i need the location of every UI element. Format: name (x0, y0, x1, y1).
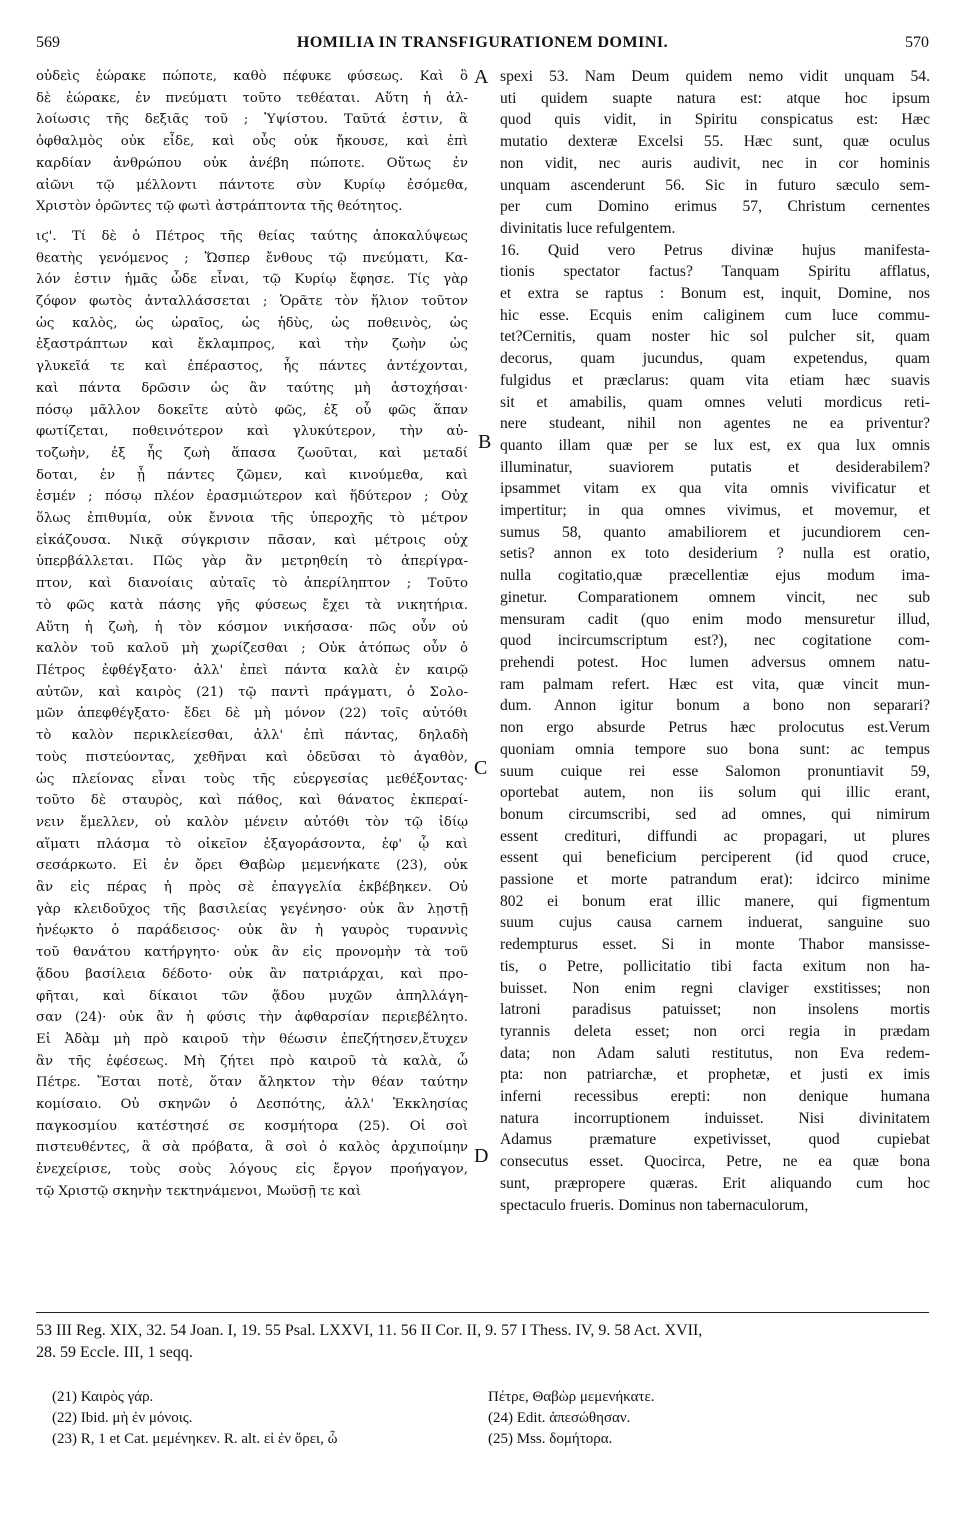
latin-text-line: inferni recessibus erepti: non denique humana (500, 1088, 930, 1106)
greek-text-line: ὡς καλὸς, ὡς ὡραῖος, ὡς ἡδὺς, ὡς ποθεινὸς, ὡς (36, 315, 468, 331)
latin-text-line: nulla cogitatio,quæ præcellentiæ ejus modum ima- (500, 567, 930, 585)
greek-text-line: Πέτρε. Ἔσται ποτὲ, ὅταν ἄληκτον τὴν θέαν ταύτην (36, 1075, 468, 1091)
latin-text-line: mensuram cadit (quo enim modo mensuretur illud, (500, 610, 930, 628)
greek-text-line: παγκοσμίου κατέστησέ σε κοσμήτορα (25). Οἱ σοὶ (36, 1118, 468, 1134)
page-number-right: 570 (905, 34, 929, 51)
latin-text-line: suum cujus causa carnem induerat, sanguine suo (500, 914, 930, 932)
greek-text-line: γὰρ κλειδοῦχος τῆς βασιλείας γεγένησο· οὐκ ἂν λῃστῇ (36, 901, 468, 917)
greek-text-line (36, 218, 468, 226)
greek-text-line: ἂν τῆς ἐφέσεως. Μὴ ζήτει πρὸ καιροῦ τὰ καλὰ, ὦ (36, 1053, 468, 1069)
greek-text-line: τὸ φῶς κατὰ πάσης γῆς φύσεως ἔχει τὰ νικητήρια. (36, 597, 468, 613)
greek-text-line: δοται, ἐν ᾗ πάντες ζῶμεν, καὶ κινούμεθα, καὶ (36, 467, 468, 483)
footnote-divider (36, 1312, 929, 1313)
latin-text-line: prehendi potest. Hoc lumen adversus omnem natu- (500, 653, 930, 671)
latin-text-line: setis? annon ex toto desiderium ? nulla est oratio, (500, 545, 930, 563)
variant-notes-left (52, 1387, 472, 1450)
latin-text-line: oportebat autem, non iis solum qui illic erant, (500, 784, 930, 802)
greek-text-line: καλὸν τοῦ καλοῦ μὴ χωρίζεσθαι ; Οὐκ ἀτόπως οὖν ὁ (36, 641, 468, 657)
latin-text-line: quod quis vidit, in Spiritu conspicatus est: Hæc (500, 111, 930, 129)
latin-text-line: dum. Annon igitur bonum a bono non separari? (500, 697, 930, 715)
scripture-footnotes (36, 1320, 929, 1364)
greek-text-line: Χριστὸν ὁρῶντες τῷ φωτὶ ἀστράπτοντα τῆς θεότητος. (36, 199, 403, 215)
latin-text-line: 16. Quid vero Petrus divinæ hujus manifesta- (500, 241, 930, 259)
latin-text-line: essent credituri, diffundi ac propagari, ut plures (500, 827, 930, 845)
greek-text-line: ἐξαστράπτων καὶ ἔκλαμπρος, καὶ τὴν ζωὴν ὡς (36, 337, 468, 353)
greek-text-line: καρδίαν ἀνθρώπου οὐκ ἀνέβη πώποτε. Οὕτως ἐν (36, 155, 468, 171)
latin-text-line: decorus, quam jucundus, quam expetendus, quam (500, 350, 930, 368)
margin-marker-a: A (474, 66, 489, 88)
latin-column (500, 66, 930, 1216)
latin-text-line: Adamus præmature expetivisset, quod cupiebat (500, 1131, 930, 1149)
greek-text-line: τὸ καλὸν περικλείεσθαι, ἀλλ' ἐπὶ πάντας, δηλαδὴ (36, 728, 468, 744)
variant-note: (23) R, 1 et Cat. μεμένηκεν. R. alt. εἰ ἐν ὄρει, ὦ (52, 1431, 338, 1447)
greek-text-line: ὑπερβάλλεται. Πῶς γὰρ ἂν μετρηθείη τὸ ἀπερίγρα- (36, 554, 468, 570)
greek-text-line: τοῦτο δὲ σταυρὸς, καὶ πάθος, καὶ θάνατος ἐκπεραί- (36, 793, 468, 809)
greek-text-line: τοζωὴν, ἐξ ἧς ζωὴ ἅπασα ζωοῦται, καὶ μεταδί (36, 445, 468, 461)
greek-text-line: ιϛ'. Τί δὲ ὁ Πέτρος τῆς θείας ταύτης ἀποκαλύψεως (36, 228, 468, 244)
latin-text-line: sit et amabilis, quam omnes veluti mordicus reti- (500, 393, 930, 411)
latin-text-line: tionis spectator factus? Tanquam Spiritu afflatus, (500, 263, 930, 281)
latin-text-line: uti quidem suapte natura est: atque hoc ipsum (500, 89, 930, 107)
margin-marker-b: B (478, 431, 492, 453)
greek-text-line: ζόφον φωτὸς ἀνταλλάσσεται ; Ὁρᾶτε τὸν ἥλιον τοῦτον (36, 294, 468, 310)
greek-text-line: σαν (24)· οὐκ ἂν ἡ φύσις τὴν ἀφθαρσίαν περιεβέλητο. (36, 1010, 468, 1026)
greek-text-line: πόσῳ μᾶλλον δοκεῖτε αὐτὸ φῶς, ἐξ οὗ φῶς ἅπαν (36, 402, 468, 418)
latin-text-line: pta: non patriarchæ, et prophetæ, et justi ex imis (500, 1066, 930, 1084)
greek-text-line: ᾅδου βασίλεια δέδοτο· οὐκ ἂν πατριάρχαι, καὶ προ- (36, 966, 468, 982)
margin-marker-d: D (474, 1145, 489, 1167)
greek-text-line: Πέτρος ἐφθέγξατο· ἀλλ' ἐπεὶ πάντα καλὰ ἐν καιρῷ (36, 662, 468, 678)
latin-text-line: redempturus esset. Si in monte Thabor mansisse- (500, 936, 930, 954)
greek-text-line: ἐσμέν ; πόσῳ πλέον ἐρασμιώτερον καὶ ἥδύτερον ; Οὐχ (36, 489, 468, 505)
latin-text-line: fulgidus et præclarus: quam vita etiam hæc suavis (500, 371, 930, 389)
greek-text-line: φωτίζεται, ποθεινότερον καὶ γλυκύτερον, τὴν αὐ- (36, 424, 468, 440)
greek-text-line: σεσάρκωτο. Εἰ ἐν ὄρει Θαβὼρ μεμενήκατε (23), οὐκ (36, 858, 468, 874)
latin-text-line: quod incircumscriptum est?), nec cogitatione com- (500, 632, 930, 650)
greek-text-line: κομίσαιο. Οὐ σκηνῶν ὁ Δεσπότης, ἀλλ' Ἐκκλησίας (36, 1097, 468, 1113)
latin-text-line: non ergo absurde Petrus hæc prolocutus est.Verum (500, 719, 930, 737)
greek-text-line: νειν ἔμελλεν, οὐ καλὸν μένειν αὐτόθι τὸν τῷ ἰδίῳ (36, 814, 468, 830)
latin-text-line: illuminatur, suaviorem putatis et desiderabilem? (500, 458, 930, 476)
variant-notes-right (488, 1387, 908, 1450)
greek-text-line: καὶ πάντα δρῶσιν ὡς ἂν ταύτης μὴ ἀστοχήσαι· (36, 380, 468, 396)
latin-text-line: suum cuique rei esse Salomon pronuntiavit 59, (500, 762, 930, 780)
latin-text-line: per cum Domino erimus 57, Christum cernentes (500, 198, 930, 216)
latin-text-line: sunt, præpropere quæras. Erit aliquando cum hoc (500, 1174, 930, 1192)
running-title: HOMILIA IN TRANSFIGURATIONEM DOMINI. (296, 34, 669, 51)
latin-text-line: ipsammet vitam ex qua vita omnis vivificatur et (500, 480, 930, 498)
greek-text-line: πτον, καὶ διανοίαις αὐταῖς τὸ ἀπερίληπτον ; Τοῦτο (36, 576, 468, 592)
greek-text-line: πιστευθέντες, ἃ σὰ πρόβατα, ἃ σοὶ ὁ καλὸς ἀρχιποίμην (36, 1140, 468, 1156)
variant-note: Πέτρε, Θαβὼρ μεμενήκατε. (488, 1389, 655, 1405)
greek-text-line: αὐτῶν, καὶ καιρὸς (21) τῷ παντὶ πράγματι, ὁ Σολο- (36, 684, 468, 700)
latin-text-line: tis, o Petre, pollicitatio tibi facta exitum non ha- (500, 957, 930, 975)
greek-text-line: φῆται, καὶ δίκαιοι τῶν ᾅδου μυχῶν ἀπηλλάγη- (36, 988, 468, 1004)
latin-text-line: tet?Cernitis, quam noster hic sol pulcher sit, quam (500, 328, 930, 346)
margin-marker-c: C (474, 757, 488, 779)
latin-text-line: consecutus esset. Quocirca, Petre, ne ea quæ bona (500, 1153, 930, 1171)
greek-text-line: λοίωσις τῆς δεξιᾶς τοῦ ; Ὑψίστου. Ταῦτά ἐστιν, ἃ (36, 112, 468, 128)
latin-text-line: non vidit, nec auris audivit, nec in cor hominis (500, 154, 930, 172)
latin-text-line: unquam ascenderunt 56. Sic in futuro sæculo sem- (500, 176, 930, 194)
greek-text-line: ἂν εἰς πέρας ἡ πρὸς σὲ ἐπαγγελία ἐκβέβηκεν. Οὐ (36, 880, 468, 896)
greek-text-line: τοὺς πιστεύοντας, χεθῆναι καὶ ὁδεῦσαι τὸ ἀγαθὸν, (36, 749, 468, 765)
footnote-line-2: 28. 59 Eccle. III, 1 seqq. (36, 1344, 193, 1361)
latin-text-line: impertitur; in qua omnes vivimus, et movemur, et (500, 502, 930, 520)
greek-text-line: οὐδεὶς ἑώρακε πώποτε, καθὸ πέφυκε φύσεως. Καὶ ὃ (36, 69, 468, 84)
latin-text-line: 802 ei bonum erat illic manere, qui figmentum (500, 892, 930, 910)
greek-text-line: τῷ Χριστῷ σκηνὴν τεκτηνάμενοι, Μωϋσῇ τε καὶ (36, 1183, 362, 1199)
greek-text-line: αἰῶνι τῷ μέλλοντι πάντοτε σὺν Κυρίῳ ἐσόμεθα, (36, 177, 468, 193)
latin-text-line: sumus 58, quanto amabiliorem et jucundiorem cen- (500, 523, 930, 541)
latin-text-line: essent qui beneficium perciperent (id quod cruce, (500, 849, 930, 867)
latin-text-line: data; non Adam saluti restitutus, non Eva redem- (500, 1044, 930, 1062)
greek-text-line: εἰκάζουσα. Νικᾷ σύγκρισιν πᾶσαν, καὶ μέτροις οὐχ (36, 532, 468, 548)
latin-text-line: buisset. Non enim regni claviger exstitisses; non (500, 979, 930, 997)
greek-text-line: ὅλως ἐπιθυμία, οὐκ ἔννοια τῆς ὑπεροχῆς τὸ μέτρον (36, 511, 468, 527)
latin-text-line: nere studeant, nihil non agentes ne ea priventur? (500, 415, 930, 433)
greek-text-line: γλυκεῖά τε καὶ ἐπέραστος, ἧς πάντες ἀντέχονται, (36, 359, 468, 375)
latin-text-line: quoniam omnia tempore suo bona sunt: ac tempus (500, 740, 930, 758)
latin-text-line: bonum circumscribi, sed ad omnes, qui nimirum (500, 805, 930, 823)
greek-text-line: αἵματι πλάσμα τὸ οἰκεῖον ἐξαγοράσοντα, ἐφ' ᾧ καὶ (36, 836, 468, 852)
latin-text-line: spexi 53. Nam Deum quidem nemo vidit unquam 54. (500, 68, 930, 85)
page-header (36, 34, 929, 58)
latin-text-line: quanto illam quæ per se lux est, ex qua lux omnis (500, 436, 930, 454)
greek-text-line: τοῦ θανάτου κατήργητο· οὐκ ἂν εἰς προνομὴν τὰ τοῦ (36, 945, 468, 961)
greek-text-line: μῶν ἀπεφθέγξατο· ἔδει δὲ μὴ μόνον (22) τοῖς αὐτόθι (36, 706, 468, 722)
greek-text-line: ἠνέῳκτο ὁ παράδεισος· οὐκ ἂν ἡ γαυρὸς τυραννὶς (36, 923, 468, 939)
latin-text-line: tyrannis deleta esset; non orci regia in prædam (500, 1022, 930, 1040)
variant-note: (24) Edit. ἀπεσώθησαν. (488, 1410, 631, 1426)
latin-text-line: divinitatis luce refulgentem. (500, 219, 676, 237)
latin-text-line: natura incorruptionem induisset. Nisi divinitatem (500, 1109, 930, 1127)
footnote-line-1: 53 III Reg. XIX, 32. 54 Joan. I, 19. 55 Psal. LXXVI, 11. 56 II Cor. II, 9. 57 I Thess. IV, 9. 58 Act. XVII, (36, 1322, 703, 1339)
latin-text-line: latroni paradisus patuisset; non insolens mortis (500, 1001, 930, 1019)
greek-text-line: ἐνεχείρισε, τοὺς σοὺς λόγους εἰς ἔργον προήγαγον, (36, 1162, 468, 1178)
greek-text-line: δὲ ἑώρακε, ἐν πνεύματι τοῦτο τεθέαται. Αὕτη ἡ ἀλ- (36, 90, 468, 106)
latin-text-line: et extra se raptus : Bonum est, inquit, Domine, nos (500, 285, 930, 303)
greek-text-line: ὡς πλείονας εἶναι τοὺς τῆς εὐεργεσίας μεθέξοντας· (36, 771, 468, 787)
latin-text-line: ram palmam refert. Hæc est vita, quæ vincit mun- (500, 675, 930, 693)
greek-text-line: θεατὴς γενόμενος ; Ὥσπερ ἔνθους τῷ πνεύματι, Κα- (36, 250, 468, 266)
variant-note: (22) Ibid. μὴ ἐν μόνοις. (52, 1410, 193, 1426)
latin-text-line: ginetur. Comparationem omnem vincit, nec sub (500, 588, 930, 606)
greek-text-line: ὀφθαλμὸς οὐκ εἶδε, καὶ οὖς οὐκ ἤκουσε, καὶ ἐπὶ (36, 134, 468, 150)
greek-text-line: Αὕτη ἡ ζωὴ, ἡ τὸν κόσμον νικήσασα· πῶς οὖν οὐ (36, 619, 468, 635)
latin-text-line: mutatio dexteræ Excelsi 55. Hæc sunt, quæ oculus (500, 133, 930, 151)
greek-column (36, 66, 468, 1203)
variant-note: (21) Καιρὸς γάρ. (52, 1389, 154, 1405)
page-number-left: 569 (36, 34, 60, 51)
latin-text-line: passione et morte patrandum erat): idcirco minime (500, 871, 930, 889)
latin-text-line: spectaculo frueris. Dominus non tabernaculorum, (500, 1196, 809, 1214)
variant-note: (25) Mss. δομήτορα. (488, 1431, 613, 1447)
greek-text-line: λόν ἐστιν ἡμᾶς ὧδε εἶναι, τῷ Κυρίῳ ἔφησε. Τίς γὰρ (36, 272, 468, 288)
latin-text-line: hic esse. Ecquis enim caliginem cum luce commu- (500, 306, 930, 324)
greek-text-line: Εἰ Ἀδὰμ μὴ πρὸ καιροῦ τὴν θέωσιν ἐπεζήτησεν,ἔτυχεν (36, 1031, 468, 1047)
